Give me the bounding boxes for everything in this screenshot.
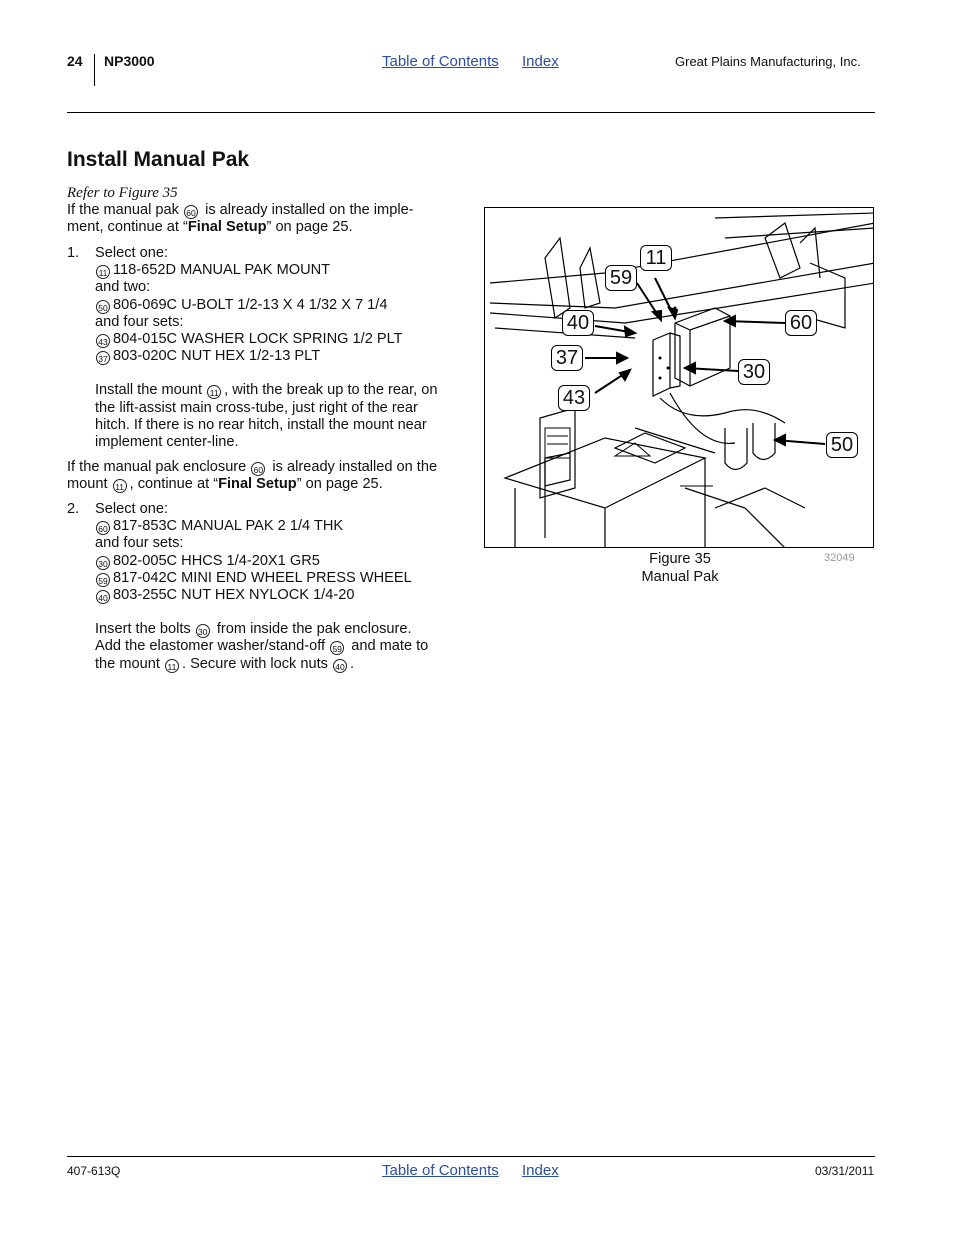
callout-60: 60	[785, 310, 817, 336]
part-line: 118-652D MANUAL PAK MOUNT	[113, 262, 331, 279]
header-divider	[94, 54, 95, 86]
part-line: 817-042C MINI END WHEEL PRESS WHEEL	[113, 569, 412, 586]
intro-block: Refer to Figure 35 If the manual pak 60 is already installed on the imple- ment, continue at “Final Setup” on page 25.	[67, 185, 462, 237]
step-number: 1.	[67, 245, 80, 261]
part-line: 817-853C MANUAL PAK 2 1/4 THK	[113, 518, 344, 535]
callout-50: 50	[826, 432, 858, 458]
part-line: 802-005C HHCS 1/4-20X1 GR5	[113, 552, 320, 569]
callout-40: 40	[562, 310, 594, 336]
figure-35	[484, 207, 874, 548]
ref-circle: 60	[184, 205, 198, 219]
company-name: Great Plains Manufacturing, Inc.	[675, 54, 861, 69]
callout-30: 30	[738, 359, 770, 385]
header-index-link[interactable]: Index	[522, 53, 559, 70]
model-name: NP3000	[104, 53, 155, 69]
callout-11: 11	[640, 245, 672, 271]
figure-caption	[620, 551, 740, 586]
callout-43: 43	[558, 385, 590, 411]
final-setup-ref: Final Setup	[218, 476, 297, 493]
step-2: 2. Select one: 60 817-853C MANUAL PAK 2 1/4 THK and four sets: 30 802-005C HHCS 1/4-20X1 GR5 59 817-042C MINI END WHEEL PRESS WHEEL 40 803-255C NUT HEX NYLOCK 1/4-20 Insert the bolts 30 from inside the pak enclosure. Add the elastomer washer/stand-off 59 and mate to the mount 11 . Secure with lock nuts 40 .	[67, 501, 429, 672]
footer-index-link[interactable]: Index	[522, 1162, 559, 1179]
drawing-number: 32049	[824, 552, 855, 564]
footer-rule	[67, 1156, 875, 1157]
callout-37: 37	[551, 345, 583, 371]
part-line: 806-069C U-BOLT 1/2-13 X 4 1/32 X 7 1/4	[113, 296, 388, 313]
manual-pak-drawing	[485, 208, 874, 548]
step-1: 1. Select one: 11 118-652D MANUAL PAK MOUNT and two: 50 806-069C U-BOLT 1/2-13 X 4 1/32 X 7 1/4 and four sets: 43 804-015C WASHER LOCK SPRING 1/2 PLT 37 803-020C NUT HEX 1/2-13 PLT Install the mount 11 , with the break up to the rear, on the lift-assist main cross-tube, just right of the rear hitch. If there is no rear hitch, install the mount near implement center-line.	[67, 245, 438, 451]
header-toc-link[interactable]: Table of Contents	[382, 53, 499, 70]
doc-date: 03/31/2011	[815, 1164, 875, 1178]
page-number: 24	[67, 53, 83, 69]
figure-reference: Refer to Figure 35	[67, 185, 178, 201]
part-line: 803-255C NUT HEX NYLOCK 1/4-20	[113, 587, 355, 604]
final-setup-ref: Final Setup	[187, 219, 267, 236]
figure-number: Figure 35	[649, 551, 711, 567]
mid-paragraph: If the manual pak enclosure 60 is already installed on the mount 11 , continue at “Final Setup” on page 25.	[67, 459, 438, 493]
part-line: 804-015C WASHER LOCK SPRING 1/2 PLT	[113, 331, 403, 348]
figure-title: Manual Pak	[641, 568, 719, 585]
part-line: 803-020C NUT HEX 1/2-13 PLT	[113, 348, 321, 365]
step-number: 2.	[67, 501, 80, 517]
page-title: Install Manual Pak	[67, 148, 250, 171]
footer-toc-link[interactable]: Table of Contents	[382, 1162, 499, 1179]
callout-59: 59	[605, 265, 637, 291]
doc-number: 407-613Q	[67, 1164, 121, 1178]
header-rule	[67, 112, 875, 113]
